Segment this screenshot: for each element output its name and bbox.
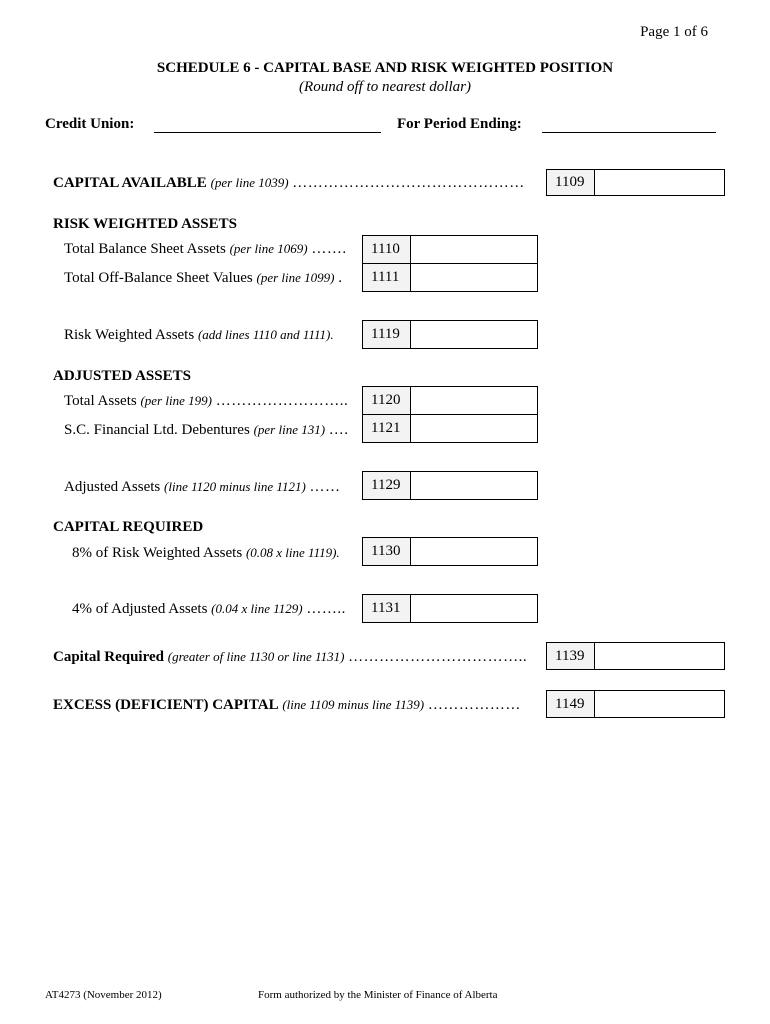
- line-code: 1149: [547, 691, 595, 717]
- credit-union-field[interactable]: [154, 131, 381, 133]
- credit-union-label: Credit Union:: [45, 116, 135, 132]
- line-1131-label: 4% of Adjusted Assets (0.04 x line 1129) ……..: [72, 601, 346, 617]
- line-1131-box: [362, 594, 538, 623]
- line-1139-box: [546, 642, 725, 670]
- line-code: 1111: [363, 264, 411, 291]
- line-1109-box: [546, 169, 725, 196]
- capital-required-heading: CAPITAL REQUIRED: [53, 519, 204, 535]
- line-1149-box: [546, 690, 725, 718]
- capital-available-line: CAPITAL AVAILABLE (per line 1039) ………………………………………: [53, 175, 525, 191]
- page-number: Page 1 of 6: [640, 24, 708, 40]
- line-code: 1119: [363, 321, 411, 348]
- page-subtitle: (Round off to nearest dollar): [299, 79, 471, 95]
- line-1111-label: Total Off-Balance Sheet Values (per line 1099) .: [64, 270, 343, 286]
- line-1121-input[interactable]: [411, 415, 537, 442]
- line-1130-input[interactable]: [411, 538, 537, 565]
- page-title: SCHEDULE 6 - CAPITAL BASE AND RISK WEIGHTED POSITION: [156, 60, 614, 76]
- line-1131-input[interactable]: [411, 595, 537, 622]
- line-1110-input[interactable]: [411, 236, 537, 263]
- excess-capital-line: EXCESS (DEFICIENT) CAPITAL (line 1109 minus line 1139) ………………: [53, 697, 521, 713]
- line-1119-label: Risk Weighted Assets (add lines 1110 and 1111).: [64, 327, 334, 343]
- capital-required-total-label: Capital Required: [53, 649, 164, 665]
- line-1111-input[interactable]: [411, 264, 537, 291]
- line-code: 1109: [547, 170, 595, 195]
- line-1120-box: [362, 386, 538, 415]
- line-code: 1120: [363, 387, 411, 414]
- line-code: 1139: [547, 643, 595, 669]
- line-1111-box: [362, 263, 538, 292]
- line-1120-label: Total Assets (per line 199) ……………………..: [64, 393, 349, 409]
- line-code: 1110: [363, 236, 411, 263]
- capital-required-total-line: Capital Required (greater of line 1130 or line 1131) ……………………………..: [53, 649, 528, 665]
- line-1129-input[interactable]: [411, 472, 537, 499]
- line-1130-box: [362, 537, 538, 566]
- line-1119-input[interactable]: [411, 321, 537, 348]
- line-1120-input[interactable]: [411, 387, 537, 414]
- line-1110-label: Total Balance Sheet Assets (per line 1069) …….: [64, 241, 347, 257]
- line-1110-box: [362, 235, 538, 264]
- line-1130-label: 8% of Risk Weighted Assets (0.08 x line 1119).: [72, 545, 340, 561]
- line-code: 1131: [363, 595, 411, 622]
- line-1139-input[interactable]: [595, 643, 724, 669]
- period-ending-label: For Period Ending:: [397, 116, 522, 132]
- line-code: 1129: [363, 472, 411, 499]
- form-number: AT4273 (November 2012): [45, 989, 162, 1001]
- capital-available-label: CAPITAL AVAILABLE: [53, 175, 207, 191]
- adjusted-assets-heading: ADJUSTED ASSETS: [53, 368, 191, 384]
- line-1149-input[interactable]: [595, 691, 724, 717]
- form-authorization: Form authorized by the Minister of Finance of Alberta: [258, 989, 498, 1001]
- line-1121-box: [362, 414, 538, 443]
- line-1121-label: S.C. Financial Ltd. Debentures (per line 131) ….: [64, 422, 349, 438]
- risk-weighted-assets-heading: RISK WEIGHTED ASSETS: [53, 216, 237, 232]
- period-ending-field[interactable]: [542, 131, 716, 133]
- line-1129-box: [362, 471, 538, 500]
- line-1129-label: Adjusted Assets (line 1120 minus line 1121) ……: [64, 479, 341, 495]
- line-code: 1130: [363, 538, 411, 565]
- excess-capital-label: EXCESS (DEFICIENT) CAPITAL: [53, 697, 279, 713]
- line-1109-input[interactable]: [595, 170, 724, 195]
- line-1119-box: [362, 320, 538, 349]
- line-code: 1121: [363, 415, 411, 442]
